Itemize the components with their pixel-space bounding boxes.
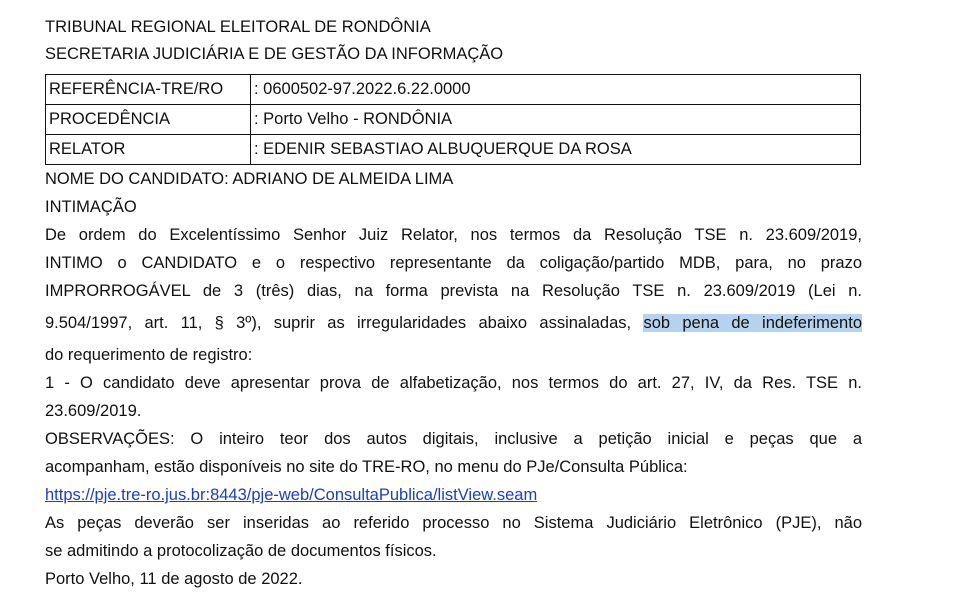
- table-row: [46, 135, 861, 165]
- observations-line-2: acompanham, estão disponíveis no site do TRE-RO, no menu do PJe/Consulta Pública:: [45, 458, 688, 476]
- observations-line-1: OBSERVAÇÕES: O inteiro teor dos autos digitais, inclusive a petição inicial e peças que a: [45, 430, 862, 448]
- closing-date: Porto Velho, 11 de agosto de 2022.: [45, 570, 303, 588]
- case-info-table: [45, 74, 861, 165]
- documents-paragraph: [45, 509, 862, 565]
- table-row: [46, 105, 861, 135]
- highlighted-text: sob pena de indeferimento: [643, 314, 862, 332]
- documents-line-1: As peças deverão ser inseridas ao referido processo no Sistema Judiciário Eletrônico (PJE), não: [45, 514, 862, 532]
- order-line-5: do requerimento de registro:: [45, 346, 253, 364]
- document: [45, 14, 862, 593]
- reference-value: : 0600502-97.2022.6.22.0000: [251, 75, 861, 105]
- reference-label: REFERÊNCIA-TRE/RO: [46, 75, 251, 105]
- order-line-3: IMPRORROGÁVEL de 3 (três) dias, na forma prevista na Resolução TSE n. 23.609/2019 (Lei n.: [45, 282, 862, 300]
- consultation-link-row: [45, 481, 862, 509]
- documents-line-2: se admitindo a protocolização de documentos físicos.: [45, 542, 437, 560]
- order-line-2: INTIMO o CANDIDATO e o respectivo representante da coligação/partido MDB, para, no prazo: [45, 254, 862, 272]
- item-1-line-1: 1 - O candidato deve apresentar prova de alfabetização, nos termos do art. 27, IV, da Res. TSE n.: [45, 374, 862, 392]
- order-line-4: [45, 305, 862, 341]
- candidate-name: NOME DO CANDIDATO: ADRIANO DE ALMEIDA LIMA: [45, 170, 454, 188]
- origin-label: PROCEDÊNCIA: [46, 105, 251, 135]
- consultation-link[interactable]: https://pje.tre-ro.jus.br:8443/pje-web/ConsultaPublica/listView.seam: [45, 486, 538, 504]
- item-1-line-2: 23.609/2019.: [45, 402, 142, 420]
- rapporteur-value: : EDENIR SEBASTIAO ALBUQUERQUE DA ROSA: [251, 135, 861, 165]
- intimacao-title: INTIMAÇÃO: [45, 198, 137, 216]
- order-line-1: De ordem do Excelentíssimo Senhor Juiz Relator, nos termos da Resolução TSE n. 23.609/2019,: [45, 226, 862, 244]
- secretariat-name: SECRETARIA JUDICIÁRIA E DE GESTÃO DA INFORMAÇÃO: [45, 45, 504, 63]
- item-paragraph: [45, 369, 862, 425]
- observations-paragraph: [45, 425, 862, 509]
- origin-value: : Porto Velho - RONDÔNIA: [251, 105, 861, 135]
- rapporteur-label: RELATOR: [46, 135, 251, 165]
- order-paragraph: [45, 221, 862, 369]
- order-line-4-text: 9.504/1997, art. 11, § 3º), suprir as irregularidades abaixo assinaladas,: [45, 314, 632, 332]
- table-row: [46, 75, 861, 105]
- court-name: TRIBUNAL REGIONAL ELEITORAL DE RONDÔNIA: [45, 18, 431, 36]
